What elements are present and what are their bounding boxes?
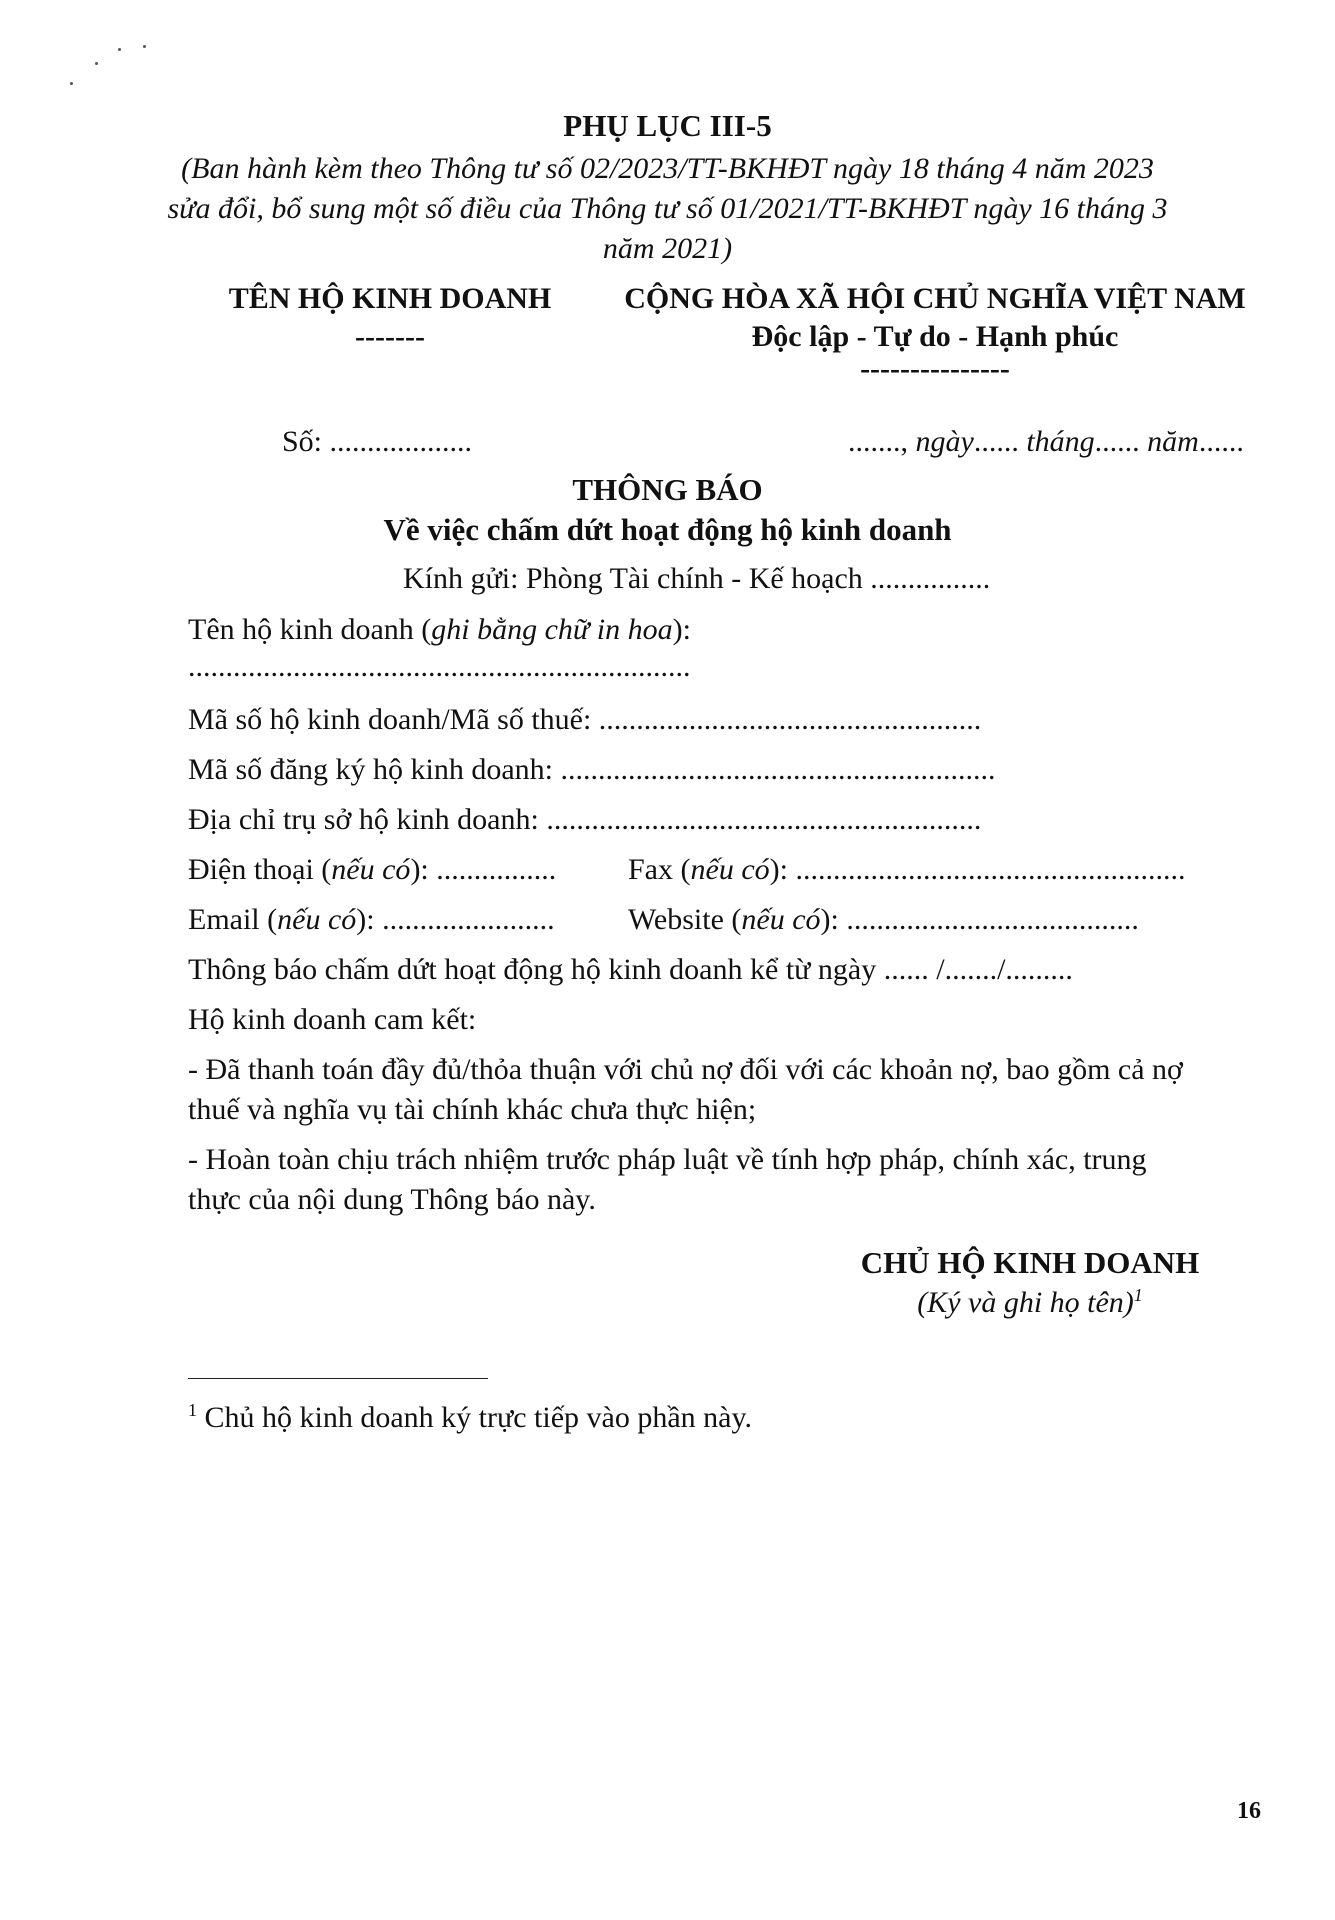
appendix-subtitle-line-1: (Ban hành kèm theo Thông tư số 02/2023/TT-BKHĐT ngày 18 tháng 4 năm 2023: [181, 152, 1154, 185]
nation-heading: CỘNG HÒA XÃ HỘI CHỦ NGHĨA VIỆT NAM: [624, 282, 1246, 315]
fax-dots: ): ....................................................: [769, 853, 1186, 886]
motto-divider: ---------------: [860, 352, 1010, 385]
website-dots: ): .......................................: [820, 903, 1139, 936]
date-month-label: tháng: [1026, 425, 1095, 458]
email-dots: ): .......................: [356, 903, 555, 936]
date-month-dots: ......: [1094, 425, 1148, 458]
date-day-label: ngày: [915, 425, 974, 458]
scan-speck: [95, 62, 98, 65]
email-label: Email (: [188, 903, 278, 936]
date-year-label: năm: [1147, 425, 1199, 458]
stop-date-field: Thông báo chấm dứt hoạt động hộ kinh doanh kể từ ngày ...... /......./.........: [188, 953, 1073, 986]
commitment-heading: Hộ kinh doanh cam kết:: [188, 1003, 477, 1036]
phone-dots: ): ................: [410, 853, 557, 886]
notice-subject: Về việc chấm dứt hoạt động hộ kinh doanh: [383, 512, 952, 547]
business-name-field: [188, 613, 691, 647]
commitment-item-2-line-1: - Hoàn toàn chịu trách nhiệm trước pháp luật về tính hợp pháp, chính xác, trung: [188, 1143, 1147, 1176]
phone-label: Điện thoại (: [188, 853, 332, 886]
signature-footnote-ref: 1: [1133, 1285, 1143, 1305]
date-day-dots: ......: [973, 425, 1027, 458]
document-number: Số: ...................: [282, 425, 473, 458]
footnote-separator: [188, 1378, 488, 1379]
website-field: [628, 903, 1139, 937]
notice-recipient: Kính gửi: Phòng Tài chính - Kế hoạch ................: [403, 562, 991, 595]
registration-code-field: Mã số đăng ký hộ kinh doanh: ..........................................................: [188, 753, 996, 786]
fax-optional: nếu có: [690, 853, 770, 886]
scan-speck: [143, 45, 146, 48]
signature-hint-text: (Ký và ghi họ tên): [917, 1286, 1134, 1319]
tax-code-field: Mã số hộ kinh doanh/Mã số thuế: ...................................................: [188, 703, 982, 736]
phone-field: [188, 853, 556, 887]
signature-hint: [820, 1285, 1240, 1320]
business-name-label-end: ):: [672, 613, 691, 646]
scan-speck: [70, 82, 73, 85]
appendix-subtitle-line-3: năm 2021): [602, 232, 733, 265]
website-optional: nếu có: [741, 903, 821, 936]
fax-label: Fax (: [628, 853, 691, 886]
website-label: Website (: [628, 903, 742, 936]
business-name-label: Tên hộ kinh doanh (: [188, 613, 432, 646]
scan-speck: [118, 48, 121, 51]
business-name-hint: ghi bằng chữ in hoa: [431, 613, 673, 646]
footnote-text: Chủ hộ kinh doanh ký trực tiếp vào phần này.: [197, 1401, 753, 1434]
commitment-item-2-line-2: thực của nội dung Thông báo này.: [188, 1183, 596, 1216]
business-name-heading: TÊN HỘ KINH DOANH: [228, 282, 552, 315]
fax-field: [628, 853, 1185, 887]
email-field: [188, 903, 555, 937]
page-number: 16: [1237, 1798, 1261, 1824]
email-optional: nếu có: [277, 903, 357, 936]
footnote: [188, 1400, 752, 1435]
national-motto: Độc lập - Tự do - Hạnh phúc: [751, 320, 1119, 353]
commitment-item-1-line-2: thuế và nghĩa vụ tài chính khác chưa thực hiện;: [188, 1093, 757, 1126]
business-name-dots: ...................................................................: [188, 650, 691, 683]
document-date: [848, 425, 1244, 459]
date-year-dots: ......: [1198, 425, 1244, 458]
footnote-ref: 1: [188, 1400, 197, 1420]
notice-title: THÔNG BÁO: [572, 472, 763, 507]
signature-title: CHỦ HỘ KINH DOANH: [860, 1245, 1200, 1280]
address-field: Địa chỉ trụ sở hộ kinh doanh: ..........................................................: [188, 803, 982, 836]
commitment-item-1-line-1: - Đã thanh toán đầy đủ/thỏa thuận với chủ nợ đối với các khoản nợ, bao gồm cả nợ: [188, 1053, 1183, 1086]
phone-optional: nếu có: [331, 853, 411, 886]
date-place-dots: .......,: [848, 425, 916, 458]
appendix-subtitle-line-2: sửa đổi, bổ sung một số điều của Thông tư số 01/2021/TT-BKHĐT ngày 16 tháng 3: [167, 192, 1168, 225]
business-name-divider: -------: [355, 320, 425, 353]
appendix-title: PHỤ LỤC III-5: [563, 108, 772, 143]
